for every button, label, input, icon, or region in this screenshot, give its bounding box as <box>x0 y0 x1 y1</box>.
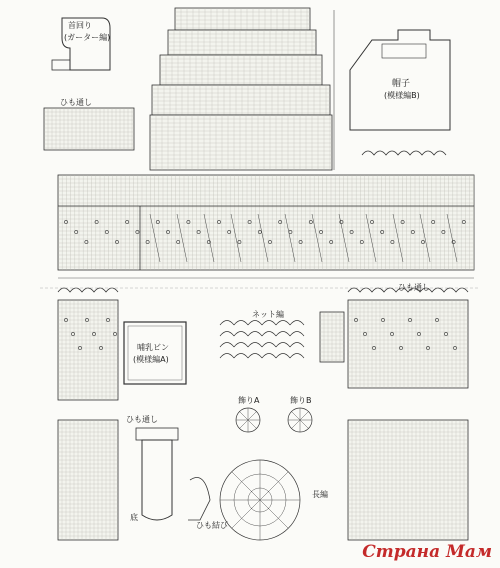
long-stitch-title: 長編 <box>312 490 328 499</box>
motif-b-spoke-7 <box>300 412 308 420</box>
motif-a-title: 飾りA <box>238 396 260 405</box>
bottle-cover <box>142 440 172 520</box>
body-chart-step-2 <box>160 55 322 85</box>
motif-a-spoke-7 <box>248 412 256 420</box>
collar-stitch-label: (ガーター編) <box>64 33 111 42</box>
hat-top-panel <box>382 44 426 58</box>
motif-b-spoke-1 <box>300 420 308 428</box>
bottle-cord-title: ひも通し <box>126 415 158 424</box>
cord-knot-shape <box>188 478 210 521</box>
motif-b-spoke-3 <box>292 420 300 428</box>
net-side-chart <box>320 312 344 362</box>
cord-band-chart <box>44 108 134 150</box>
body-chart-step-3 <box>152 85 330 115</box>
body-chart-step-0 <box>175 8 310 30</box>
cord-label-right: ひも通し <box>398 283 430 292</box>
long-stitch-round-spoke-3 <box>232 500 260 528</box>
net-stitch-title: ネット編 <box>252 310 284 319</box>
lower-right-chart-bottom <box>348 420 468 540</box>
collar-title: 首回り <box>68 21 92 30</box>
lower-left-chart-top <box>58 300 118 400</box>
motif-a-spoke-1 <box>248 420 256 428</box>
pocket-stitch-label: (模様編A) <box>133 355 169 364</box>
lower-right-chart-top <box>348 300 468 388</box>
motif-b-spoke-5 <box>292 412 300 420</box>
pocket-box <box>124 322 186 384</box>
cord-label-top: ひも通し <box>60 98 92 107</box>
watermark: Страна Мам <box>362 542 492 562</box>
pocket-title: 哺乳ビン <box>137 343 169 352</box>
long-stitch-round-spoke-7 <box>260 472 288 500</box>
motif-a-spoke-5 <box>240 412 248 420</box>
lower-left-chart-bottom <box>58 420 118 540</box>
bottle-bottom-title: 底 <box>130 513 138 522</box>
cord-knot-title: ひも結び <box>196 521 228 530</box>
hat-stitch-label: (模様編B) <box>384 91 420 100</box>
motif-a-spoke-3 <box>240 420 248 428</box>
motif-b-title: 飾りB <box>290 396 312 405</box>
bottle-cord-band <box>136 428 178 440</box>
main-pattern-chart <box>58 175 474 270</box>
lower-left-scallop <box>58 288 118 292</box>
body-chart-step-4 <box>150 115 332 170</box>
hat-edge-scallop <box>362 151 446 155</box>
body-chart-step-1 <box>168 30 316 55</box>
collar-tab <box>52 60 70 70</box>
net-stitch-diagram <box>220 321 304 359</box>
long-stitch-round-spoke-5 <box>232 472 260 500</box>
hat-title: 帽子 <box>392 79 411 89</box>
pocket-box-inner <box>128 326 182 380</box>
long-stitch-round-spoke-1 <box>260 500 288 528</box>
